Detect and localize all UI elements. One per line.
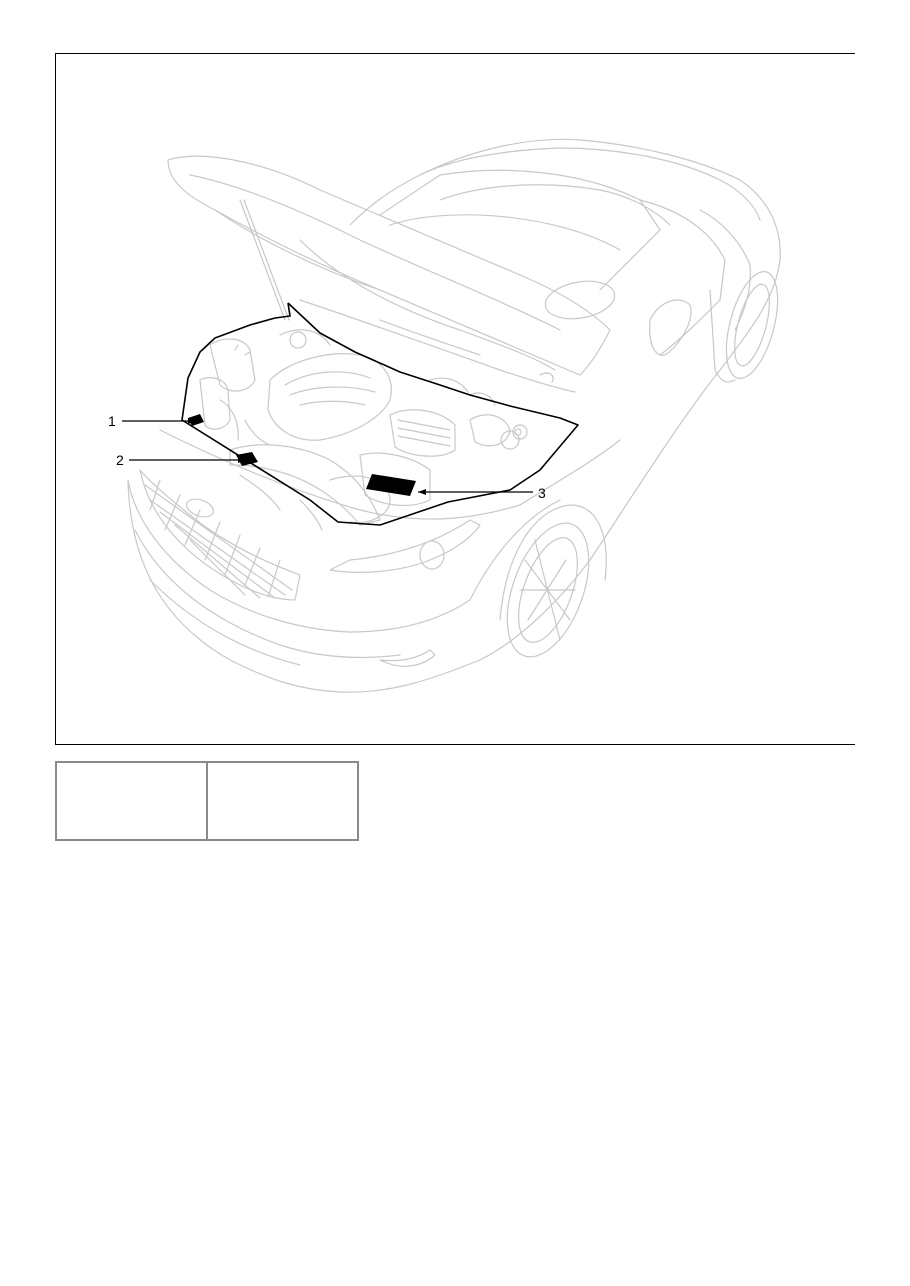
callout-1: 1 [108,413,116,429]
front-bumper [128,480,470,632]
raised-hood [168,156,610,375]
rear-wheel [717,266,788,384]
roof-line [420,148,760,220]
table-cell [207,762,358,840]
callout-2: 2 [116,452,124,468]
front-grille [140,470,300,600]
legend-table [55,761,359,841]
coolant-reservoir [210,339,255,391]
table-row [56,762,358,840]
windshield [380,170,660,290]
callout-3: 3 [538,485,546,501]
table-cell [56,762,207,840]
hood-strut [240,200,285,320]
engine-cover [268,354,391,440]
component-marker-3 [366,474,416,496]
headlight [330,520,480,572]
